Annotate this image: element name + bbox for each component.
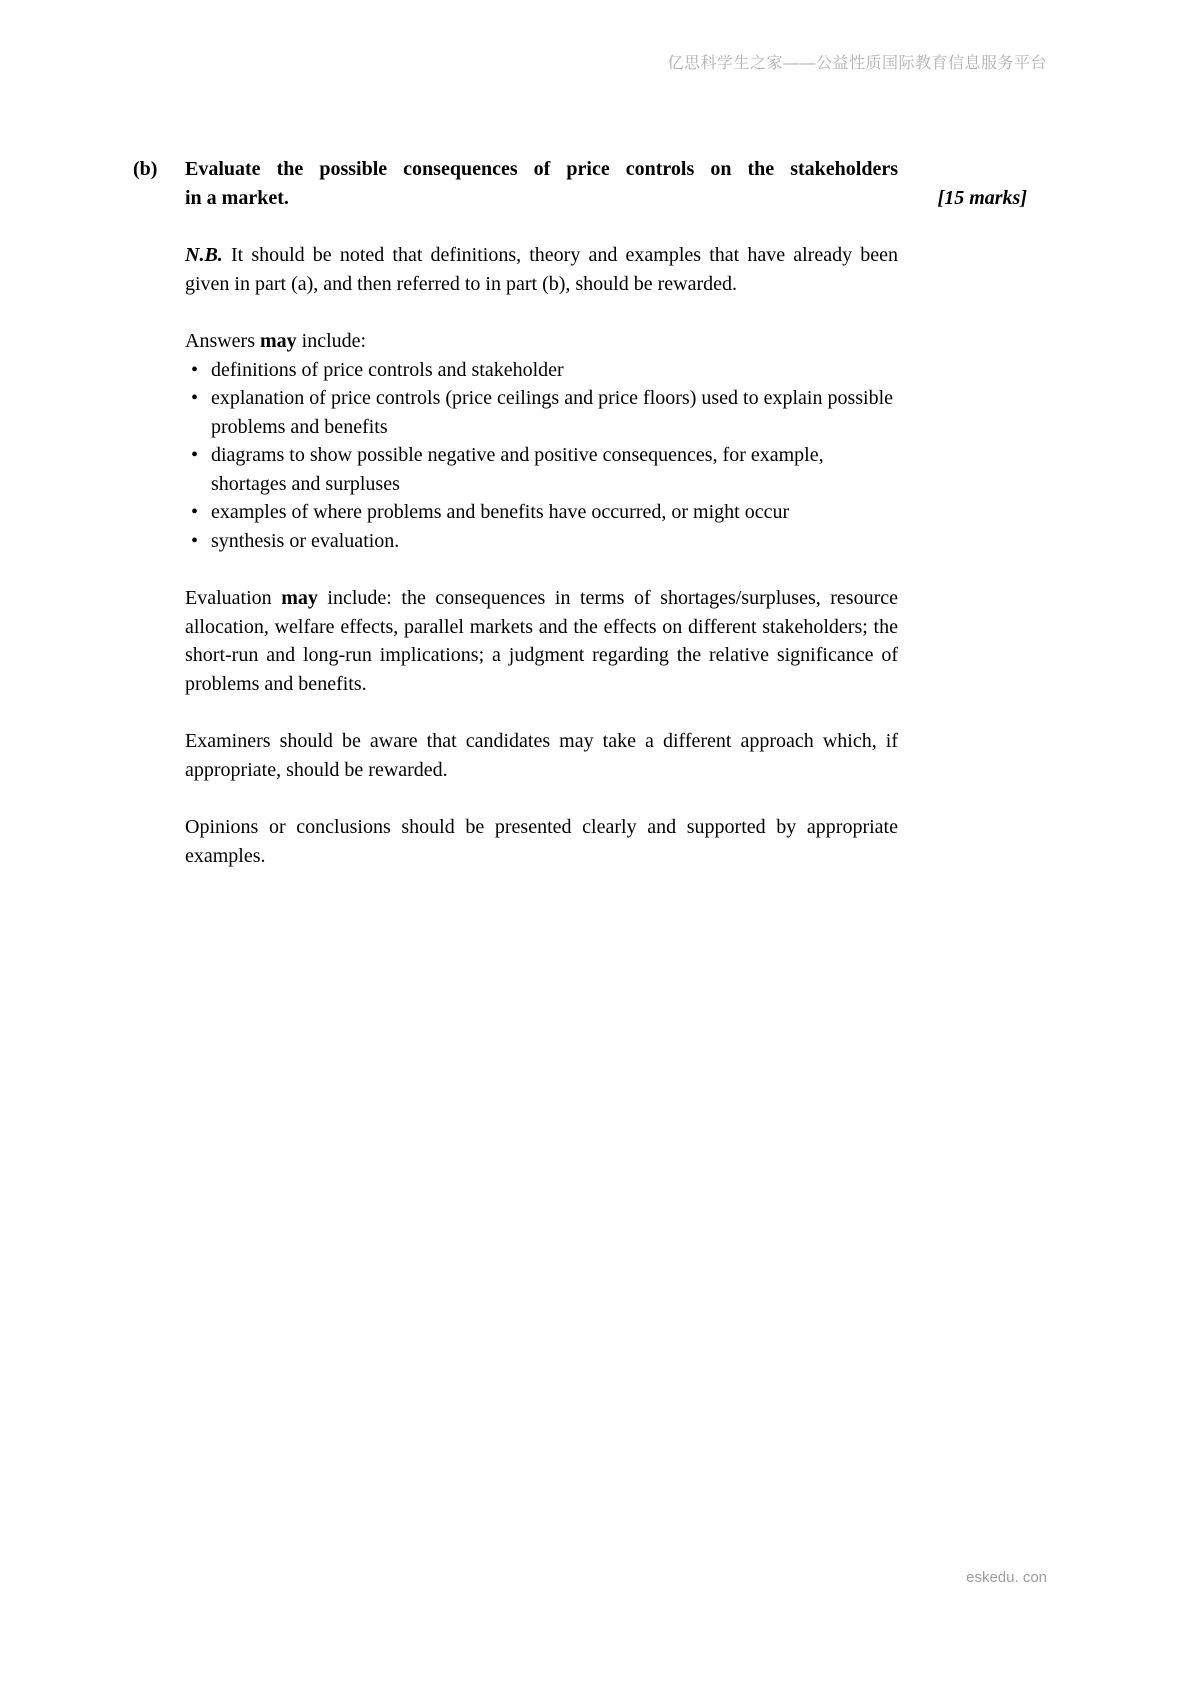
answers-intro-bold: may — [260, 330, 297, 352]
evaluation-post: include: the consequences in terms of shortages/surpluses, resource allocation, welfare effects, parallel markets and the effects on different stakeholders; the short-run and long-run implications; a judgment regarding the relative significance of problems and benefits. — [185, 587, 899, 695]
bullet-item: • definitions of price controls and stakeholder — [185, 356, 898, 385]
markscheme-content — [133, 155, 1027, 870]
marks-allocation: [15 marks] — [937, 186, 1027, 209]
nb-prefix: N.B. — [185, 244, 223, 266]
header-watermark: 亿思科学生之家——公益性质国际教育信息服务平台 — [667, 55, 1047, 72]
evaluation-paragraph — [185, 584, 898, 698]
examiners-paragraph: Examiners should be aware that candidates may take a different approach which, if appropriate, should be rewarded. — [185, 730, 898, 781]
bullet-item: • explanation of price controls (price ceilings and price floors) used to explain possible problems and benefits — [185, 384, 898, 441]
question-title-line2: in a market. — [185, 186, 289, 209]
answers-intro-pre: Answers — [185, 330, 260, 352]
nb-paragraph — [185, 241, 898, 298]
answers-intro-post: include: — [296, 330, 367, 352]
opinions-paragraph: Opinions or conclusions should be presented clearly and supported by appropriate examples. — [185, 816, 898, 867]
nb-text: It should be noted that definitions, theory and examples that have already been given in part (a), and then referred to in part (b), should be rewarded. — [185, 244, 898, 295]
bullet-item: • diagrams to show possible negative and positive consequences, for example, shortages and surpluses — [185, 441, 898, 498]
question-title — [185, 155, 898, 212]
footer-watermark: eskedu. con — [966, 1569, 1047, 1586]
answers-intro — [185, 327, 898, 356]
answers-bullet-list — [185, 356, 898, 556]
bullet-item: • examples of where problems and benefits have occurred, or might occur — [185, 498, 898, 527]
question-label: (b) — [133, 158, 158, 180]
evaluation-pre: Evaluation — [185, 587, 282, 609]
bullet-item: • synthesis or evaluation. — [185, 527, 898, 556]
question-header — [133, 155, 1027, 212]
question-title-line1: Evaluate the possible consequences of price controls on the stakeholders — [185, 158, 898, 180]
evaluation-bold: may — [281, 587, 318, 609]
